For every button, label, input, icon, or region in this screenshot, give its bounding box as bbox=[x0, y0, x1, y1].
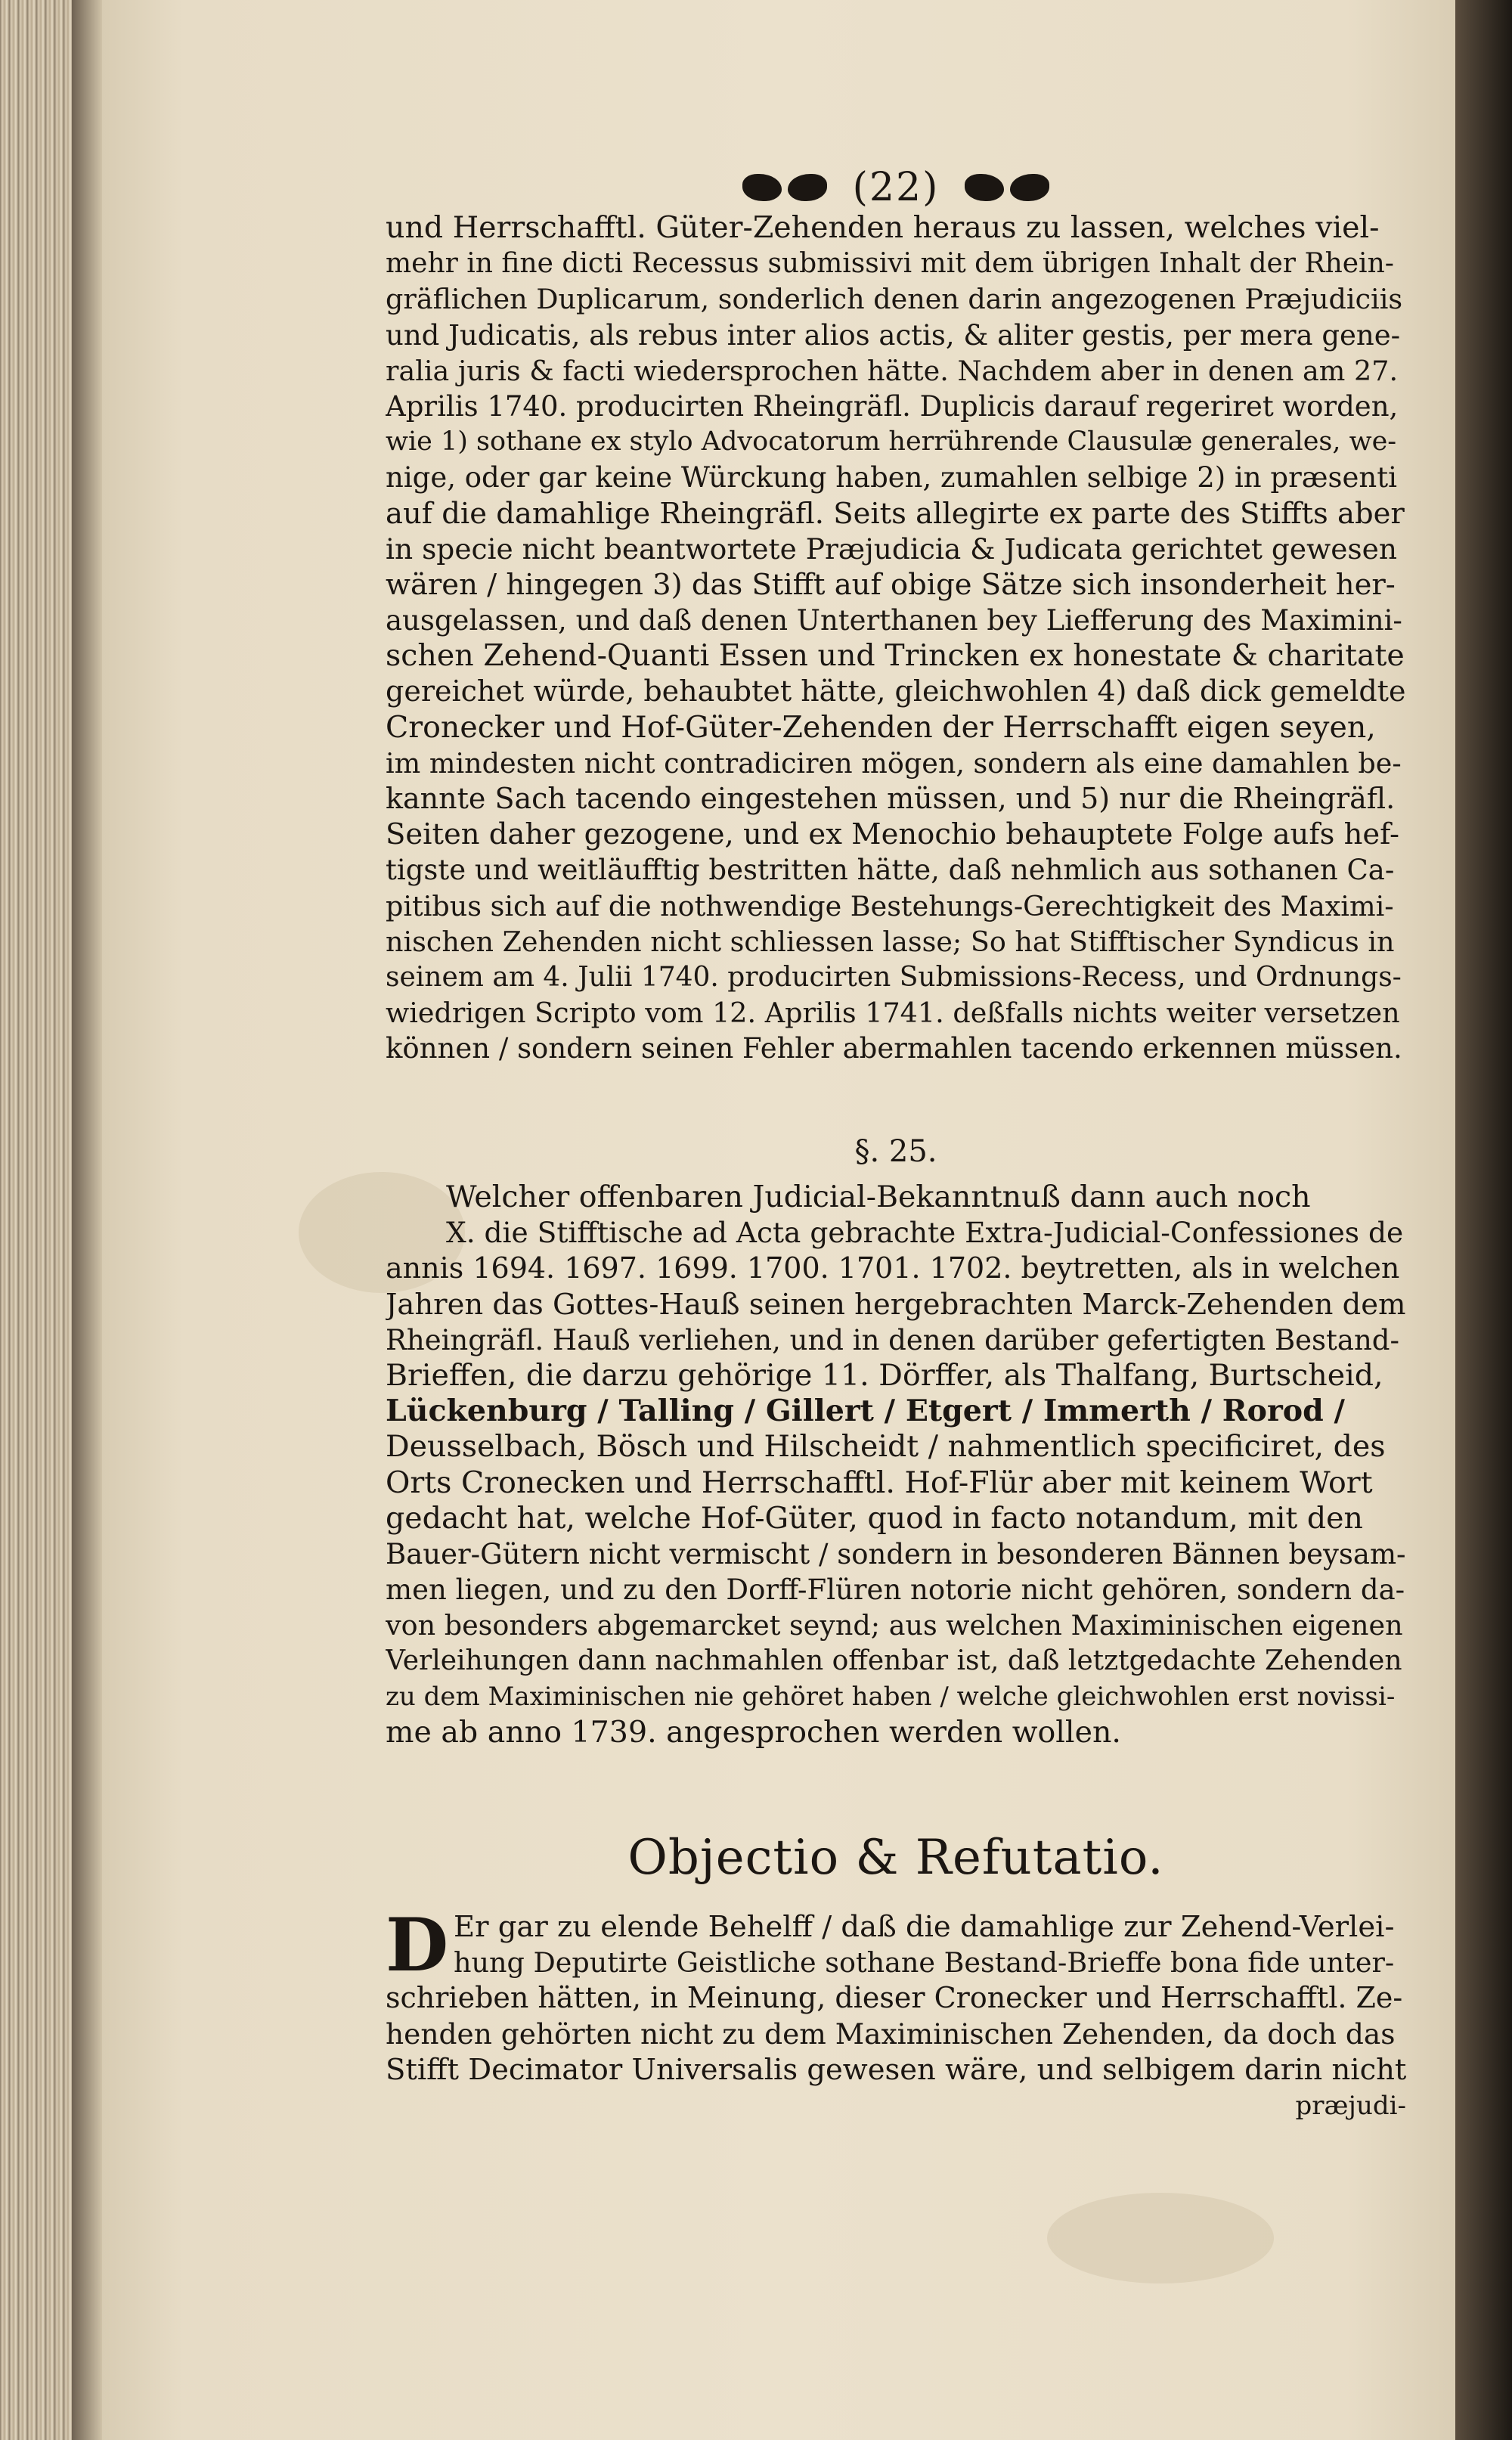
text-line: Cronecker und Hof-Güter-Zehenden der Herrschafft eigen seyen, bbox=[386, 709, 1376, 745]
left-ornament-icon bbox=[739, 168, 830, 207]
text-line: wiedrigen Scripto vom 12. Aprilis 1741. deßfalls nichts weiter versetzen bbox=[386, 997, 1400, 1030]
text-line: gereichet würde, behaubtet hätte, gleichwohlen 4) daß dick gemeldte bbox=[386, 674, 1406, 708]
text-line: nige, oder gar keine Würckung haben, zumahlen selbige 2) in præsenti bbox=[386, 461, 1397, 495]
text-line: Orts Cronecken und Herrschafftl. Hof-Flür aber mit keinem Wort bbox=[386, 1465, 1373, 1500]
text-line: Bauer-Gütern nicht vermischt / sondern in besonderen Bännen beysam- bbox=[386, 1537, 1406, 1570]
text-line: Er gar zu elende Behelff / daß die damahlige zur Zehend-Verlei- bbox=[454, 1910, 1395, 1944]
text-line: pitibus sich auf die nothwendige Bestehungs-Gerechtigkeit des Maximi- bbox=[386, 889, 1394, 922]
text-line: schen Zehend-Quanti Essen und Trincken ex honestate & charitate bbox=[386, 638, 1405, 674]
text-line: annis 1694. 1697. 1699. 1700. 1701. 1702. beytretten, als in welchen bbox=[386, 1251, 1400, 1285]
paragraph-3 bbox=[386, 1902, 1406, 2088]
page-stack-edges bbox=[0, 0, 72, 2440]
text-line: seinem am 4. Julii 1740. producirten Submissions-Recess, und Ordnungs- bbox=[386, 961, 1402, 993]
text-line: zu dem Maximinischen nie gehöret haben / welche gleichwohlen erst novissi- bbox=[386, 1681, 1396, 1712]
text-line: mehr in fine dicti Recessus submissivi mit dem übrigen Inhalt der Rhein- bbox=[386, 248, 1394, 280]
text-line: Welcher offenbaren Judicial-Bekanntnuß dann auch noch bbox=[446, 1180, 1311, 1214]
subheading: Objectio & Refutatio. bbox=[627, 1830, 1164, 1886]
paragraph-1 bbox=[386, 210, 1406, 1067]
text-block bbox=[386, 151, 1406, 2132]
right-ornament-icon bbox=[962, 168, 1052, 207]
drop-cap: D bbox=[386, 1902, 449, 1988]
text-line: men liegen, und zu den Dorff-Flüren notorie nicht gehören, sondern da- bbox=[386, 1573, 1405, 1607]
text-line: auf die damahlige Rheingräfl. Seits allegirte ex parte des Stiffts aber bbox=[386, 496, 1405, 531]
text-line: tigste und weitläufftig bestritten hätte, daß nehmlich aus sothanen Ca- bbox=[386, 854, 1395, 887]
text-line: Lückenburg / Talling / Gillert / Etgert / Immerth / Rorod / bbox=[386, 1394, 1345, 1429]
text-line: gräflichen Duplicarum, sonderlich denen darin angezogenen Præjudiciis bbox=[386, 283, 1403, 316]
binding-gutter bbox=[72, 0, 102, 2440]
text-line: können / sondern seinen Fehler abermahlen tacendo erkennen müssen. bbox=[386, 1032, 1402, 1065]
text-line: Rheingräfl. Hauß verliehen, und in denen darüber gefertigten Bestand- bbox=[386, 1323, 1399, 1356]
section-heading: §. 25. bbox=[854, 1134, 937, 1169]
text-line: Verleihungen dann nachmahlen offenbar ist, daß letztgedachte Zehenden bbox=[386, 1645, 1402, 1677]
text-line: Deusselbach, Bösch und Hilscheidt / nahmentlich specificiret, des bbox=[386, 1429, 1386, 1465]
text-line: Jahren das Gottes-Hauß seinen hergebrachten Marck-Zehenden dem bbox=[386, 1287, 1406, 1322]
text-line: schrieben hätten, in Meinung, dieser Cronecker und Herrschafftl. Ze- bbox=[386, 1981, 1403, 2015]
text-line: wie 1) sothane ex stylo Advocatorum herrührende Clausulæ generales, we- bbox=[386, 426, 1397, 457]
text-line: im mindesten nicht contradiciren mögen, sondern als eine damahlen be- bbox=[386, 746, 1402, 780]
text-line: ralia juris & facti wiedersprochen hätte. Nachdem aber in denen am 27. bbox=[386, 354, 1399, 387]
text-line: Aprilis 1740. producirten Rheingräfl. Duplicis darauf regeriret worden, bbox=[386, 389, 1399, 423]
text-line: und Judicatis, als rebus inter alios actis, & aliter gestis, per mera gene- bbox=[386, 318, 1401, 352]
text-line: Stifft Decimator Universalis gewesen wäre, und selbigem darin nicht bbox=[386, 2052, 1406, 2087]
text-line: Seiten daher gezogene, und ex Menochio behauptete Folge aufs hef- bbox=[386, 817, 1400, 852]
text-line: kannte Sach tacendo eingestehen müssen, und 5) nur die Rheingräfl. bbox=[386, 782, 1396, 815]
page-number: (22) bbox=[852, 164, 940, 210]
text-line: und Herrschafftl. Güter-Zehenden heraus zu lassen, welches viel- bbox=[386, 210, 1380, 245]
text-line: X. die Stifftische ad Acta gebrachte Extra-Judicial-Confessiones de bbox=[446, 1216, 1404, 1250]
right-page-shadow bbox=[1455, 0, 1512, 2440]
text-line: nischen Zehenden nicht schliessen lasse; So hat Stifftischer Syndicus in bbox=[386, 925, 1395, 958]
text-line: hung Deputirte Geistliche sothane Bestand-Brieffe bona fide unter- bbox=[454, 1946, 1395, 1980]
text-line: in specie nicht beantwortete Præjudicia & Judicata gerichtet gewesen bbox=[386, 532, 1397, 566]
text-line: Brieffen, die darzu gehörige 11. Dörffer, als Thalfang, Burtscheid, bbox=[386, 1357, 1383, 1393]
text-line: wären / hingegen 3) das Stifft auf obige Sätze sich insonderheit her- bbox=[386, 567, 1396, 602]
text-line: gedacht hat, welche Hof-Güter, quod in facto notandum, mit den bbox=[386, 1500, 1363, 1536]
text-line: me ab anno 1739. angesprochen werden wollen. bbox=[386, 1714, 1121, 1750]
paragraph-2 bbox=[386, 1180, 1406, 1750]
text-line: henden gehörten nicht zu dem Maximinischen Zehenden, da doch das bbox=[386, 2017, 1396, 2051]
catchword: præjudi- bbox=[1295, 2091, 1406, 2121]
text-line: von besonders abgemarcket seynd; aus welchen Maximinischen eigenen bbox=[386, 1609, 1403, 1642]
text-line: ausgelassen, und daß denen Unterthanen bey Liefferung des Maximini- bbox=[386, 604, 1402, 637]
